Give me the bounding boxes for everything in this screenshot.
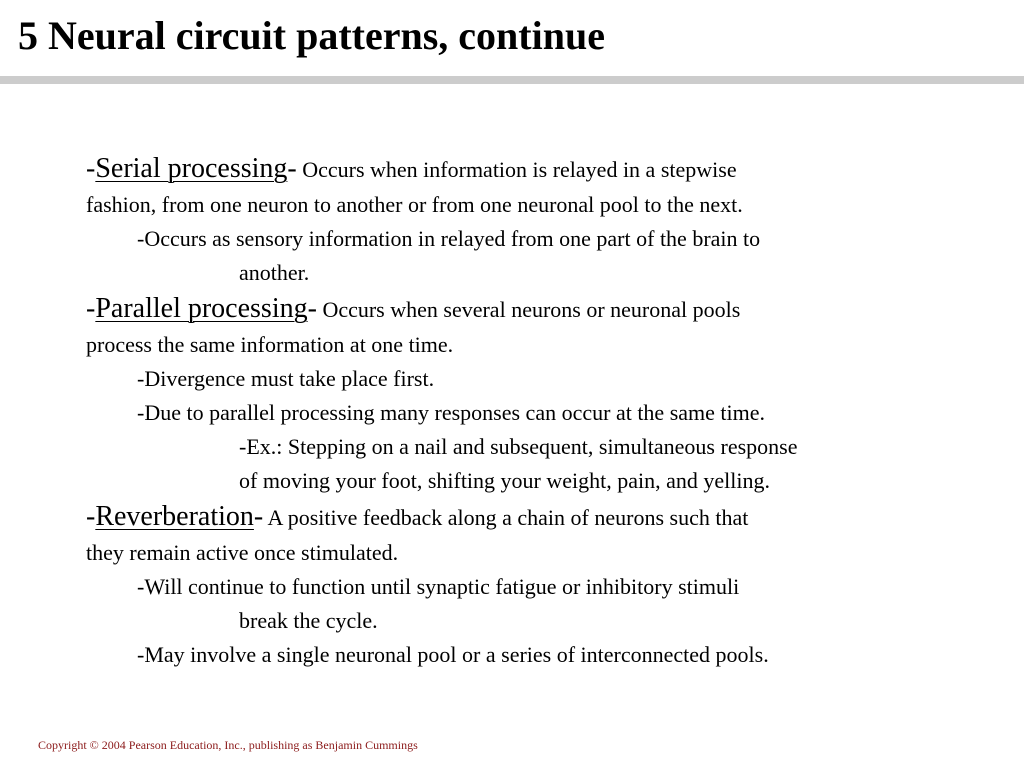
slide-body	[86, 150, 986, 672]
reverberation-point-2: -May involve a single neuronal pool or a series of interconnected pools.	[137, 642, 769, 667]
parallel-definition: Occurs when several neurons or neuronal pools	[316, 297, 741, 322]
parallel-example-continued: of moving your foot, shifting your weight, pain, and yelling.	[239, 468, 770, 493]
copyright-footer: Copyright © 2004 Pearson Education, Inc., publishing as Benjamin Cummings	[38, 738, 418, 752]
parallel-processing-term: Parallel processing	[95, 293, 308, 324]
reverberation-heading-line	[86, 498, 986, 536]
serial-processing-term: Serial processing	[95, 153, 288, 184]
parallel-heading-line	[86, 290, 986, 328]
serial-point-1-continued: another.	[239, 260, 310, 285]
title-divider	[0, 76, 1024, 84]
parallel-point-1: -Divergence must take place first.	[137, 366, 435, 391]
reverberation-term: Reverberation	[95, 501, 254, 532]
parallel-example: -Ex.: Stepping on a nail and subsequent, simultaneous response	[239, 434, 798, 459]
dash: -	[253, 501, 264, 532]
reverberation-point-1: -Will continue to function until synaptic fatigue or inhibitory stimuli	[137, 574, 740, 599]
reverberation-definition: A positive feedback along a chain of neurons such that	[263, 505, 749, 530]
serial-heading-line	[86, 150, 986, 188]
dash: -	[307, 293, 317, 324]
serial-definition-continued: fashion, from one neuron to another or from one neuronal pool to the next.	[86, 192, 743, 217]
reverberation-point-1-continued: break the cycle.	[239, 608, 378, 633]
dash: -	[287, 153, 297, 184]
dash: -	[86, 501, 96, 532]
dash: -	[86, 153, 96, 184]
serial-point-1: -Occurs as sensory information in relayed from one part of the brain to	[137, 226, 761, 251]
dash: -	[86, 293, 96, 324]
parallel-point-2: -Due to parallel processing many responses can occur at the same time.	[137, 400, 765, 425]
reverberation-definition-continued: they remain active once stimulated.	[86, 540, 399, 565]
parallel-definition-continued: process the same information at one time.	[86, 332, 454, 357]
slide-title: 5 Neural circuit patterns, continue	[18, 13, 605, 58]
serial-definition: Occurs when information is relayed in a stepwise	[296, 157, 737, 182]
